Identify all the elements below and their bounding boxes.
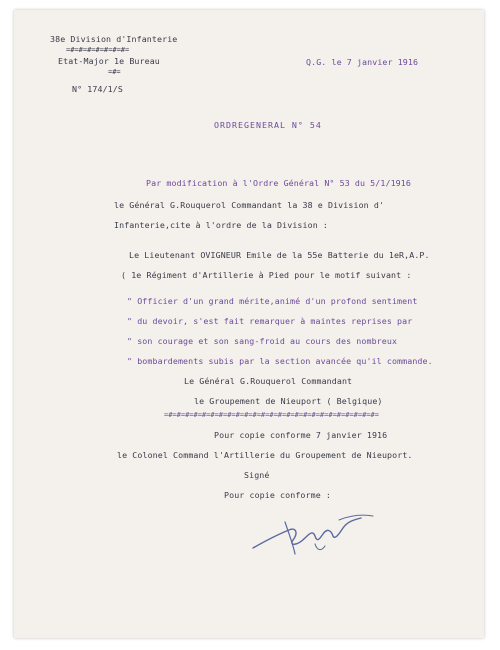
body-separator: =#=#=#=#=#=#=#=#=#=#=#=#=#=#=#=#=#=#=#=#=#=#=#=#=#= <box>164 411 379 419</box>
handwritten-signature <box>249 510 379 560</box>
header-separator: =#=#=#=#=#=#=#= <box>66 46 130 54</box>
copy-line-2: le Colonel Command l'Artillerie du Groupement de Nieuport. <box>117 450 413 460</box>
body-line-5: ( 1e Régiment d'Artillerie à Pied pour le motif suivant : <box>121 270 412 280</box>
reference-number: N° 174/1/S <box>72 84 123 94</box>
signoff-line-2: le Groupement de Nieuport ( Belgique) <box>194 396 383 406</box>
copy-line-1: Pour copie conforme 7 janvier 1916 <box>214 430 388 440</box>
citation-line-4: " bombardements subis par la section avancée qu'il commande. <box>127 356 433 366</box>
citation-line-3: " son courage et son sang-froid au cours des nombreux <box>127 336 398 346</box>
body-line-3: Infanterie,cite à l'ordre de la Division : <box>114 220 328 230</box>
citation-line-1: " Officier d'un grand mérite,animé d'un profond sentiment <box>127 296 418 306</box>
place-date: Q.G. le 7 janvier 1916 <box>306 57 419 67</box>
etat-major-heading: Etat-Major 1e Bureau <box>58 56 160 66</box>
order-title: ORDREGENERAL N° 54 <box>214 120 322 130</box>
body-line-2: le Général G.Rouquerol Commandant la 38 e Division d' <box>114 200 385 210</box>
body-line-1: Par modification à l'Ordre Général N° 53 du 5/1/1916 <box>146 178 411 188</box>
header-separator-short: =#= <box>108 68 121 76</box>
document-page <box>14 10 484 638</box>
body-line-4: Le Lieutenant OVIGNEUR Emile de la 55e Batterie du 1eR,A.P. <box>129 250 430 260</box>
copy-line-3: Pour copie conforme : <box>224 490 331 500</box>
division-heading: 38e Division d'Infanterie <box>50 34 178 44</box>
signe-label: Signé <box>244 470 270 480</box>
signoff-line-1: Le Général G.Rouquerol Commandant <box>184 376 353 386</box>
citation-line-2: " du devoir, s'est fait remarquer à maintes reprises par <box>127 316 413 326</box>
